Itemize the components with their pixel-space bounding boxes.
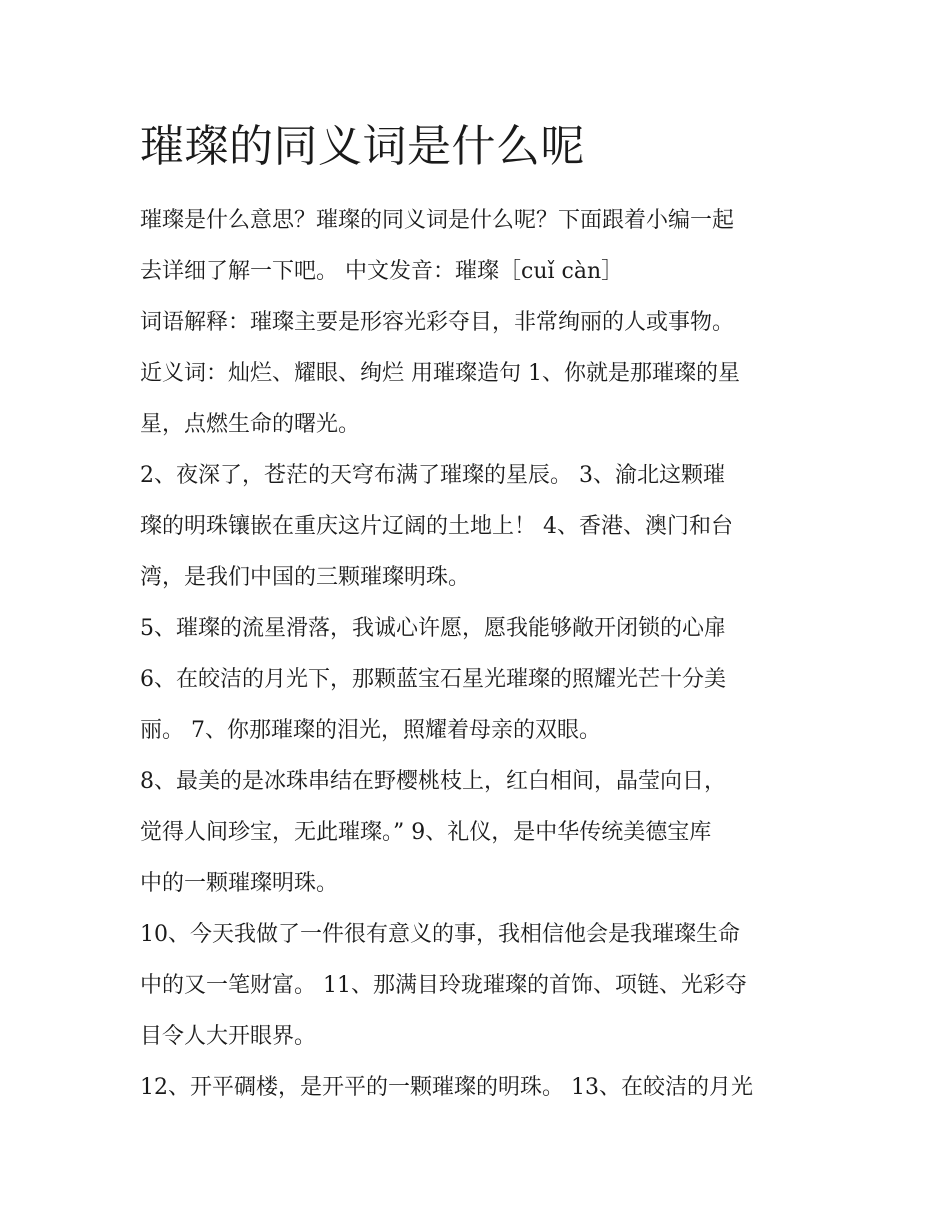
body-line: 璀璨是什么意思？璀璨的同义词是什么呢？下面跟着小编一起 (140, 208, 735, 233)
body-line: 8、最美的是冰珠串结在野樱桃枝上，红白相间，晶莹向日， (140, 769, 726, 794)
body-line: 丽。 7、你那璀璨的泪光，照耀着母亲的双眼。 (140, 718, 601, 743)
document-body (140, 195, 820, 1113)
body-line: 10、今天我做了一件很有意义的事，我相信他会是我璀璨生命 (140, 922, 740, 947)
body-line: 中的一颗璀璨明珠。 (140, 871, 339, 896)
body-line: 目令人大开眼界。 (140, 1024, 317, 1049)
body-line: 觉得人间珍宝，无此璀璨。” 9、礼仪，是中华传统美德宝库 (140, 820, 712, 845)
body-line: 近义词：灿烂、耀眼、绚烂 用璀璨造句 1、你就是那璀璨的星 (140, 361, 740, 386)
body-line: 中的又一笔财富。 11、那满目玲珑璀璨的首饰、项链、光彩夺 (140, 973, 747, 998)
body-line: 词语解释：璀璨主要是形容光彩夺目，非常绚丽的人或事物。 (140, 310, 735, 335)
body-line: 湾，是我们中国的三颗璀璨明珠。 (140, 565, 471, 590)
body-line: 6、在皎洁的月光下，那颗蓝宝石星光璀璨的照耀光芒十分美 (140, 667, 726, 692)
body-line: 5、璀璨的流星滑落，我诚心许愿，愿我能够敞开闭锁的心扉 (140, 616, 726, 641)
body-line: 2、夜深了，苍茫的天穹布满了璀璨的星辰。 3、渝北这颗璀 (140, 463, 725, 488)
body-line: 12、开平碉楼，是开平的一颗璀璨的明珠。 13、在皎洁的月光 (140, 1075, 753, 1100)
document-title: 璀璨的同义词是什么呢 (140, 121, 585, 172)
body-line: 璨的明珠镶嵌在重庆这片辽阔的土地上！ 4、香港、澳门和台 (140, 514, 733, 539)
body-line: 去详细了解一下吧。 中文发音：璀璨［cuǐ càn］ (140, 259, 624, 284)
body-line: 星，点燃生命的曙光。 (140, 412, 361, 437)
